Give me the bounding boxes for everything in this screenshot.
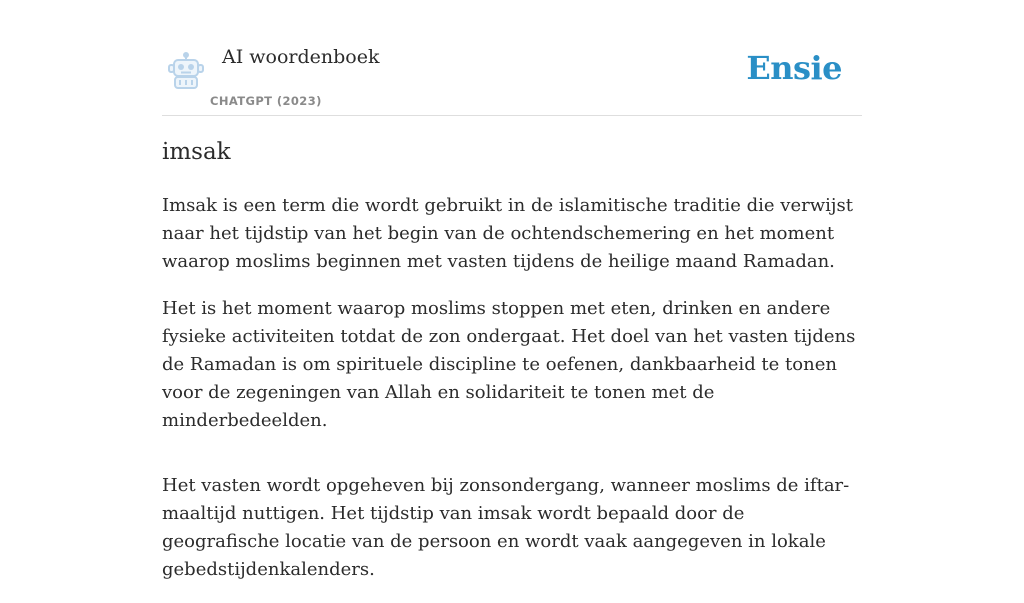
source-title[interactable]: AI woordenboek <box>222 46 380 68</box>
definition-paragraph: Het is het moment waarop moslims stoppen met eten, drinken en andere fysieke activiteiten totdat de zon ondergaat. Het doel van het vasten tijdens de Ramadan is om spirituele discipline te oefenen, dankbaarheid te tonen voor de zegeningen van Allah en solidariteit te tonen met de minderbedeelden. <box>162 298 856 431</box>
definition-paragraph: Het vasten wordt opgeheven bij zonsondergang, wanneer moslims de iftar-maaltijd nuttigen. Het tijdstip van imsak wordt bepaald door de geografische locatie van de persoon en wordt vaak aangegeven in lokale gebedstijdenkalenders. <box>162 475 850 580</box>
entry-term: imsak <box>162 139 231 165</box>
definition-paragraph: Imsak is een term die wordt gebruikt in de islamitische traditie die verwijst naar het tijdstip van het begin van de ochtendschemering en het moment waarop moslims beginnen met vasten tijdens de heilige maand Ramadan. <box>162 195 853 272</box>
brand-logo-link[interactable]: Ensie <box>746 49 842 87</box>
robot-icon <box>166 52 206 90</box>
source-header <box>162 38 862 116</box>
entry-definition <box>162 192 858 603</box>
source-subtitle: CHATGPT (2023) <box>210 94 322 108</box>
